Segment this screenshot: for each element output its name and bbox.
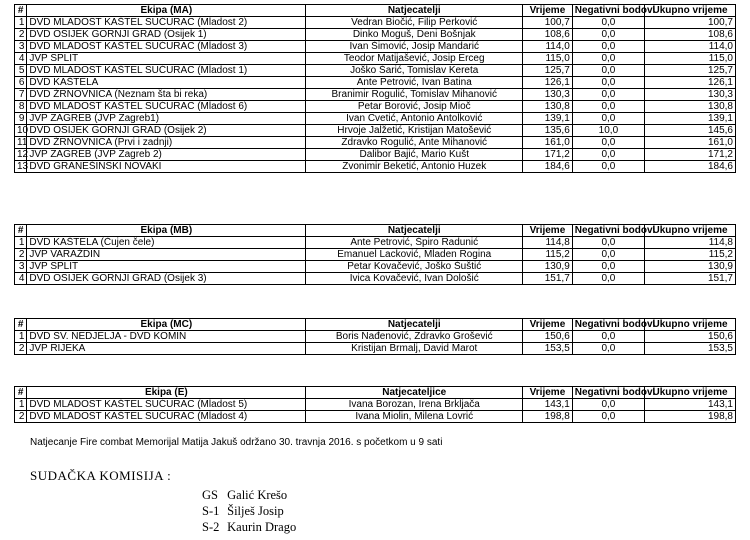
cell-rank: 2 — [15, 343, 27, 355]
cell-total-time: 130,9 — [645, 261, 736, 273]
cell-total-time: 108,6 — [645, 29, 736, 41]
cell-rank: 1 — [15, 331, 27, 343]
cell-negative-points: 0,0 — [572, 101, 644, 113]
cell-total-time: 114,8 — [645, 237, 736, 249]
header-negative: Negativni bodovi — [572, 319, 644, 331]
cell-rank: 13 — [15, 161, 27, 173]
header-total: Ukupno vrijeme — [645, 387, 736, 399]
cell-total-time: 126,1 — [645, 77, 736, 89]
table-row — [15, 77, 736, 89]
cell-competitors: Joško Šarić, Tomislav Kereta — [306, 65, 523, 77]
cell-rank: 9 — [15, 113, 27, 125]
cell-negative-points: 0,0 — [572, 41, 644, 53]
cell-time: 130,8 — [523, 101, 573, 113]
cell-rank: 3 — [15, 261, 27, 273]
cell-competitors: Emanuel Lacković, Mladen Rogina — [306, 249, 523, 261]
cell-time: 153,5 — [523, 343, 573, 355]
cell-time: 151,7 — [523, 273, 573, 285]
table-row — [15, 17, 736, 29]
table-row — [15, 399, 736, 411]
cell-total-time: 161,0 — [645, 137, 736, 149]
cell-team: DVD OSIJEK GORNJI GRAD (Osijek 1) — [27, 29, 306, 41]
cell-competitors: Ante Petrović, Ivan Batina — [306, 77, 523, 89]
cell-rank: 6 — [15, 77, 27, 89]
cell-total-time: 125,7 — [645, 65, 736, 77]
cell-competitors: Ivica Kovačević, Ivan Dološić — [306, 273, 523, 285]
cell-competitors: Teodor Matijašević, Josip Erceg — [306, 53, 523, 65]
header-names: Natjecatelji — [306, 319, 523, 331]
table-row — [15, 249, 736, 261]
cell-total-time: 115,2 — [645, 249, 736, 261]
header-team: Ekipa (MB) — [27, 225, 306, 237]
cell-team: DVD KAŠTELA (Čujen čele) — [27, 237, 306, 249]
committee-member — [202, 520, 296, 535]
header-names: Natjecateljice — [306, 387, 523, 399]
header-num: # — [15, 225, 27, 237]
cell-rank: 1 — [15, 17, 27, 29]
cell-total-time: 150,6 — [645, 331, 736, 343]
cell-total-time: 115,0 — [645, 53, 736, 65]
committee-member-name: Galić Krešo — [227, 488, 288, 502]
cell-negative-points: 0,0 — [572, 137, 644, 149]
cell-negative-points: 0,0 — [572, 17, 644, 29]
cell-negative-points: 10,0 — [572, 125, 644, 137]
cell-total-time: 143,1 — [645, 399, 736, 411]
cell-total-time: 100,7 — [645, 17, 736, 29]
table-row — [15, 411, 736, 423]
table-row — [15, 237, 736, 249]
cell-competitors: Dinko Moguš, Deni Bošnjak — [306, 29, 523, 41]
cell-total-time: 130,8 — [645, 101, 736, 113]
header-team: Ekipa (E) — [27, 387, 306, 399]
header-num: # — [15, 5, 27, 17]
header-time: Vrijeme — [523, 225, 573, 237]
cell-total-time: 130,3 — [645, 89, 736, 101]
results-table — [14, 224, 736, 285]
cell-time: 115,0 — [523, 53, 573, 65]
cell-total-time: 171,2 — [645, 149, 736, 161]
table-row — [15, 101, 736, 113]
cell-negative-points: 0,0 — [572, 89, 644, 101]
committee-member-name: Kaurin Drago — [227, 520, 297, 534]
cell-negative-points: 0,0 — [572, 53, 644, 65]
table-row — [15, 149, 736, 161]
cell-time: 161,0 — [523, 137, 573, 149]
cell-total-time: 145,6 — [645, 125, 736, 137]
cell-team: DVD KAŠTELA — [27, 77, 306, 89]
cell-team: JVP RIJEKA — [27, 343, 306, 355]
header-team: Ekipa (MA) — [27, 5, 306, 17]
cell-team: JVP ZAGREB (JVP Zagreb1) — [27, 113, 306, 125]
cell-team: JVP SPLIT — [27, 261, 306, 273]
table-row — [15, 65, 736, 77]
cell-negative-points: 0,0 — [572, 161, 644, 173]
cell-rank: 4 — [15, 53, 27, 65]
results-table — [14, 318, 736, 355]
cell-time: 198,8 — [523, 411, 573, 423]
cell-total-time: 139,1 — [645, 113, 736, 125]
cell-negative-points: 0,0 — [572, 343, 644, 355]
cell-time: 130,3 — [523, 89, 573, 101]
cell-rank: 1 — [15, 399, 27, 411]
cell-competitors: Zdravko Rogulić, Ante Mihanović — [306, 137, 523, 149]
cell-team: DVD MLADOST KAŠTEL SUĆURAC (Mladost 2) — [27, 17, 306, 29]
header-num: # — [15, 387, 27, 399]
cell-time: 150,6 — [523, 331, 573, 343]
committee-title: SUDAČKA KOMISIJA : — [30, 468, 172, 483]
header-time: Vrijeme — [523, 319, 573, 331]
cell-time: 114,0 — [523, 41, 573, 53]
cell-competitors: Ante Petrović, Špiro Radunić — [306, 237, 523, 249]
table-row — [15, 261, 736, 273]
cell-team: DVD MLADOST KAŠTEL SUĆURAC (Mladost 4) — [27, 411, 306, 423]
cell-team: JVP SPLIT — [27, 53, 306, 65]
cell-competitors: Hrvoje Jalžetić, Kristijan Matošević — [306, 125, 523, 137]
committee-member-role: GS — [202, 488, 218, 502]
header-names: Natjecatelji — [306, 5, 523, 17]
table-row — [15, 89, 736, 101]
cell-total-time: 198,8 — [645, 411, 736, 423]
cell-time: 100,7 — [523, 17, 573, 29]
table-row — [15, 113, 736, 125]
committee-member — [202, 504, 284, 519]
committee-member-role: S-2 — [202, 520, 220, 534]
cell-rank: 10 — [15, 125, 27, 137]
header-num: # — [15, 319, 27, 331]
table-row — [15, 125, 736, 137]
cell-competitors: Ivan Šimović, Josip Mandarić — [306, 41, 523, 53]
cell-total-time: 151,7 — [645, 273, 736, 285]
cell-time: 139,1 — [523, 113, 573, 125]
header-team: Ekipa (MC) — [27, 319, 306, 331]
cell-negative-points: 0,0 — [572, 77, 644, 89]
cell-rank: 11 — [15, 137, 27, 149]
cell-time: 108,6 — [523, 29, 573, 41]
cell-negative-points: 0,0 — [572, 29, 644, 41]
competition-note: Natjecanje Fire combat Memorijal Matija Jakuš održano 30. travnja 2016. s početkom u 9 sati — [30, 437, 443, 448]
cell-time: 126,1 — [523, 77, 573, 89]
cell-team: DVD ŽRNOVNICA (Neznam šta bi reka) — [27, 89, 306, 101]
table-header-row — [15, 319, 736, 331]
table-row — [15, 53, 736, 65]
results-table — [14, 4, 736, 173]
table-row — [15, 331, 736, 343]
cell-rank: 2 — [15, 29, 27, 41]
cell-time: 143,1 — [523, 399, 573, 411]
cell-rank: 7 — [15, 89, 27, 101]
cell-total-time: 114,0 — [645, 41, 736, 53]
cell-competitors: Petar Kovačević, Joško Šuštić — [306, 261, 523, 273]
cell-time: 115,2 — [523, 249, 573, 261]
cell-team: DVD GRANEŠINSKI NOVAKI — [27, 161, 306, 173]
cell-competitors: Vedran Biočić, Filip Perković — [306, 17, 523, 29]
cell-rank: 12 — [15, 149, 27, 161]
cell-team: DVD MLADOST KAŠTEL SUĆURAC (Mladost 6) — [27, 101, 306, 113]
header-time: Vrijeme — [523, 5, 573, 17]
cell-competitors: Ivana Borozan, Irena Brkljača — [306, 399, 523, 411]
cell-competitors: Kristijan Brmalj, David Marot — [306, 343, 523, 355]
cell-time: 171,2 — [523, 149, 573, 161]
cell-time: 114,8 — [523, 237, 573, 249]
table-header-row — [15, 225, 736, 237]
header-negative: Negativni bodovi — [572, 387, 644, 399]
table-row — [15, 29, 736, 41]
cell-negative-points: 0,0 — [572, 113, 644, 125]
table-row — [15, 41, 736, 53]
cell-competitors: Boris Nađenović, Zdravko Grošević — [306, 331, 523, 343]
table-header-row — [15, 5, 736, 17]
cell-rank: 1 — [15, 237, 27, 249]
cell-rank: 5 — [15, 65, 27, 77]
table-header-row — [15, 387, 736, 399]
cell-negative-points: 0,0 — [572, 249, 644, 261]
committee-member — [202, 488, 287, 503]
header-time: Vrijeme — [523, 387, 573, 399]
table-row — [15, 161, 736, 173]
cell-competitors: Branimir Rogulić, Tomislav Mihanović — [306, 89, 523, 101]
cell-rank: 2 — [15, 411, 27, 423]
cell-total-time: 153,5 — [645, 343, 736, 355]
header-negative: Negativni bodovi — [572, 225, 644, 237]
cell-competitors: Zvonimir Beketić, Antonio Huzek — [306, 161, 523, 173]
table-row — [15, 137, 736, 149]
cell-team: JVP VARAŽDIN — [27, 249, 306, 261]
cell-rank: 4 — [15, 273, 27, 285]
header-total: Ukupno vrijeme — [645, 319, 736, 331]
cell-team: DVD SV. NEDJELJA - DVD KOMIN — [27, 331, 306, 343]
cell-team: DVD MLADOST KAŠTEL SUĆURAC (Mladost 3) — [27, 41, 306, 53]
committee-member-role: S-1 — [202, 504, 220, 518]
cell-time: 135,6 — [523, 125, 573, 137]
committee-member-name: Šilješ Josip — [227, 504, 284, 518]
cell-time: 130,9 — [523, 261, 573, 273]
cell-team: DVD MLADOST KAŠTEL SUĆURAC (Mladost 5) — [27, 399, 306, 411]
header-total: Ukupno vrijeme — [645, 225, 736, 237]
header-negative: Negativni bodovi — [572, 5, 644, 17]
cell-team: DVD OSIJEK GORNJI GRAD (Osijek 2) — [27, 125, 306, 137]
cell-negative-points: 0,0 — [572, 65, 644, 77]
header-total: Ukupno vrijeme — [645, 5, 736, 17]
cell-negative-points: 0,0 — [572, 261, 644, 273]
cell-competitors: Dalibor Bajić, Mario Kušt — [306, 149, 523, 161]
table-row — [15, 273, 736, 285]
cell-competitors: Ivana Miolin, Milena Lovrić — [306, 411, 523, 423]
cell-team: DVD ŽRNOVNICA (Prvi i zadnji) — [27, 137, 306, 149]
cell-negative-points: 0,0 — [572, 237, 644, 249]
cell-negative-points: 0,0 — [572, 149, 644, 161]
cell-team: DVD MLADOST KAŠTEL SUĆURAC (Mladost 1) — [27, 65, 306, 77]
results-table — [14, 386, 736, 423]
cell-negative-points: 0,0 — [572, 399, 644, 411]
cell-rank: 3 — [15, 41, 27, 53]
cell-competitors: Ivan Cvetić, Antonio Antolković — [306, 113, 523, 125]
cell-team: DVD OSIJEK GORNJI GRAD (Osijek 3) — [27, 273, 306, 285]
cell-competitors: Petar Borović, Josip Mioč — [306, 101, 523, 113]
cell-negative-points: 0,0 — [572, 331, 644, 343]
cell-negative-points: 0,0 — [572, 411, 644, 423]
cell-time: 184,6 — [523, 161, 573, 173]
cell-rank: 8 — [15, 101, 27, 113]
cell-total-time: 184,6 — [645, 161, 736, 173]
cell-negative-points: 0,0 — [572, 273, 644, 285]
cell-rank: 2 — [15, 249, 27, 261]
cell-time: 125,7 — [523, 65, 573, 77]
table-row — [15, 343, 736, 355]
cell-team: JVP ZAGREB (JVP Zagreb 2) — [27, 149, 306, 161]
header-names: Natjecatelji — [306, 225, 523, 237]
